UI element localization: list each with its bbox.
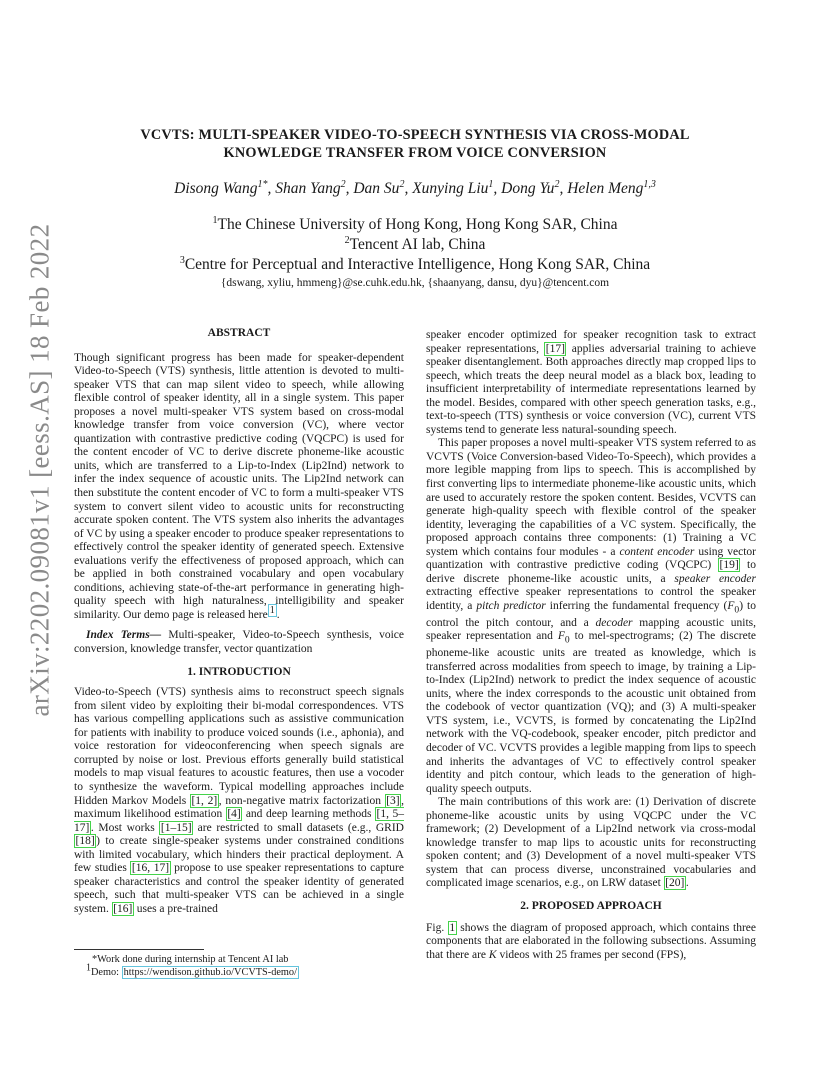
affiliation: $^1$The Chinese University of Hong Kong, Hong Kong SAR, China [212, 214, 618, 233]
index-terms: Index Terms— Multi-speaker, Video-to-Speech synthesis, voice conversion, knowledge transfer, vector quantization [74, 629, 405, 656]
arxiv-identifier: arXiv:2202.09081v1 [eess.AS] 18 Feb 2022 [24, 223, 55, 717]
citation-link[interactable]: [20] [665, 877, 685, 890]
abstract-body: Though significant progress has been made for speaker-dependent Video-to-Speech (VTS) synthesis, little attention is devoted to multi-speaker VTS that can map silent video to speech, while allowing flexible control of speaker identity, all in a single system. This paper proposes a novel multi-speaker VTS system based on cross-modal knowledge transfer from voice conversion (VC), where vector quantization with contrastive predictive coding (VQCPC) is used for the content encoder of VC to derive discrete phoneme-like acoustic units, which are transferred to a Lip-to-Index (Lip2Ind) network to infer the index sequence of acoustic units. The Lip2Ind network can then substitute the content encoder of VC to form a multi-speaker VTS system to convert silent video to acoustic units for reconstructing accurate spoken content. The VTS system also inherits the advantages of VC by using a speaker encoder to produce speaker representations to effectively control the speaker identity of generated speech. Extensive evaluations verify the effectiveness of proposed approach, which can be applied in both constrained vocabulary and open vocabulary conditions, achieving state-of-the-art performance in generating high-quality speech with high naturalness, intelligibility and speaker similarity. Our demo page is released here $^1$ . [74, 351, 404, 621]
intro-paragraph: Video-to-Speech (VTS) synthesis aims to reconstruct speech signals from silent video by exploiting their bi-modal correspondences. VTS has various compelling applications such as assistive communication for patients with inability to produce voiced sounds (i.e., aphonia), and voice restoration for videoconferencing when speech signals are corrupted by noise or lost. Previous efforts generally build statistical models to map visual features to acoustic features, then use a vocoder to synthesize the waveform. Typical modelling approaches include Hidden Markov Models [1, 2] , non-negative matrix factorization [3] , maximum likelihood estimation [4] and deep learning methods [1, 5–17] . Most works [1–15] are restricted to small datasets (e.g., GRID [18] ) to create single-speaker systems under constrained conditions with limited vocabulary, which hinders their practical deployment. A few studies [16, 17] propose to use speaker representations to capture speaker characteristics and control the speaker identity of generated speech, such that multi-speaker VTS can be achieved in a single system. [16] uses a pre-trained [74, 686, 404, 915]
author: Shan Yang$^2$ [275, 178, 346, 197]
author-emails: {dswang, xyliu, hmmeng}@se.cuhk.edu.hk, {shaanyang, dansu, dyu}@tencent.com [220, 277, 610, 289]
abstract-heading: ABSTRACT [207, 327, 271, 339]
citation-link[interactable]: [17] [545, 342, 565, 355]
author: Disong Wang$^{1*}$ [174, 178, 268, 197]
paragraph: The main contributions of this work are: (1) Derivation of discrete phoneme-like acoustic units by using VQCPC under the VC framework; (2) Development of a Lip2Ind network via cross-modal knowledge transfer to map lips to acoustic units for reconstructing spoken content; and (3) Development of a novel multi-speaker VTS system that can process diverse, unconstrained vocabularies and complicated image scenarios, e.g., on LRW dataset [20] . [426, 796, 756, 890]
footnote-divider [74, 949, 204, 950]
citation-link[interactable]: [1, 2] [191, 794, 218, 807]
affiliation: $^2$Tencent AI lab, China [344, 234, 486, 253]
paragraph: speaker encoder optimized for speaker recognition task to extract speaker representations, [17] applies adversarial training to achieve speaker disentanglement. Both approaches directly map cropped lips to speech, which treats the deep neural model as a black box, leading to insufficient interpretability of intermediate representations learned by the model. Besides, compared with other speech generation tasks, e.g., text-to-speech (TTS) synthesis or voice conversion (VC), current VTS systems tend to generate less natural-sounding speech. [426, 329, 757, 436]
affiliation: $^3$Centre for Perceptual and Interactive Intelligence, Hong Kong SAR, China [179, 254, 651, 273]
footnote: $^1$Demo: https://wendison.github.io/VCVTS-demo/ [86, 962, 297, 978]
paragraph: Fig. 1 shows the diagram of proposed approach, which contains three components that are elaborated in the following subsections. Assuming that there are K videos with 25 frames per second (FPS), [426, 921, 756, 961]
author: Dong Yu$^2$ [501, 178, 560, 197]
demo-link[interactable]: https://wendison.github.io/VCVTS-demo/ [123, 967, 297, 978]
author: Xunying Liu$^1$ [412, 178, 494, 197]
author: Helen Meng$^{1,3}$ [567, 178, 656, 197]
right-column [426, 329, 756, 962]
author: Dan Su$^2$ [353, 178, 405, 197]
citation-link[interactable]: [19] [719, 559, 739, 572]
figure-link[interactable]: 1 [449, 921, 456, 934]
footnote-link[interactable]: 1 [269, 605, 275, 617]
citation-link[interactable]: [18] [75, 835, 95, 848]
citation-link[interactable]: [16, 17] [131, 862, 170, 875]
section-heading-proposed-approach: 2. PROPOSED APPROACH [520, 900, 662, 913]
section-heading-introduction: 1. INTRODUCTION [187, 665, 291, 678]
citation-link[interactable]: [1–15] [160, 821, 192, 834]
paper-title: VCVTS: MULTI-SPEAKER VIDEO-TO-SPEECH SYNTHESIS VIA CROSS-MODAL KNOWLEDGE TRANSFER FROM VOICE CONVERSION [140, 127, 690, 161]
paragraph: This paper proposes a novel multi-speaker VTS system referred to as VCVTS (Voice Conversion-based Video-To-Speech), which provides a more legible mapping from lips to speech. This is accomplished by first converting lips to intermediate phoneme-like acoustic units, which are used to accurately restore the spoken content. Besides, VCVTS can generate high-quality speech with flexible control of the speaker identity, leveraging the capabilities of a VC system. Specifically, the proposed approach contains three components: (1) Training a VC system which contains four modules - a content encoder using vector quantization with contrastive predictive coding (VQCPC) [19] to derive discrete phoneme-like acoustic units, a speaker encoder extracting effective speaker representations to control the speaker identity, a pitch predictor inferring the fundamental frequency $(F_0)$ to control the pitch contour, and a decoder mapping acoustic units, speaker representation and $F_0$ to mel-spectrograms; (2) The discrete phoneme-like acoustic units are treated as knowledge, which is transferred across modalities from speech to image, by training a Lip-to-Index (Lip2Ind) network to predict the index sequence of acoustic units, where the index corresponds to the acoustic unit obtained from the codebook of vector quantization (VQ); and (3) A multi-speaker VTS system, i.e., VCVTS, is formed by concatenating the Lip2Ind network with the VQ-codebook, speaker encoder, pitch predictor and decoder of VC. VCVTS provides a legible mapping from lips to speech and inherits the advantages of VC to effectively control speaker identity and pitch contour, which leads to the generation of high-quality speech outputs. [426, 437, 757, 795]
footnote: *Work done during internship at Tencent AI lab [92, 954, 289, 965]
left-column [74, 327, 404, 916]
citation-link[interactable]: [1, 5–17] [74, 808, 404, 834]
citation-link[interactable]: [16] [113, 902, 133, 915]
author-list: Disong Wang$^{1*}$, Shan Yang$^2$, Dan Su$^2$, Xunying Liu$^1$, Dong Yu$^2$, Helen Meng$^{1,3}$ [174, 178, 656, 197]
citation-link[interactable]: [4] [227, 808, 241, 821]
citation-link[interactable]: [3] [386, 794, 400, 807]
